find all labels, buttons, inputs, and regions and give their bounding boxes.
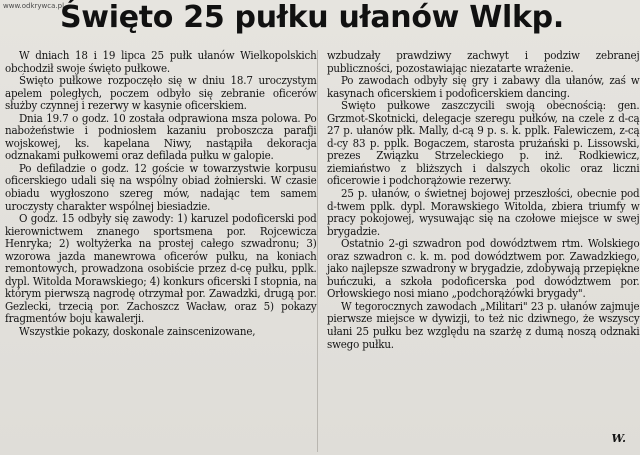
left-column <box>5 50 317 339</box>
watermark: www.odkrywca.pl <box>3 2 65 10</box>
paragraph: Po zawodach odbyły się gry i zabawy dla ułanów, zaś w kasynach oficerskiem i podoficerskiem dancing. <box>327 74 640 100</box>
paragraph: 25 p. ułanów, o świetnej bojowej przeszłości, obecnie pod d-twem pplk. dypl. Morawskiego Witolda, zbiera triumfy w pracy pokojowej, wysuwając się na czołowe miejsce w swej brygadzie. <box>327 187 640 238</box>
paragraph: W dniach 18 i 19 lipca 25 pułk ułanów Wielkopolskich obchodził swoje święto pułkowe. <box>5 49 317 75</box>
paragraph: wzbudzały prawdziwy zachwyt i podziw zebranej publiczności, pozostawiając niezatarte wrażenie. <box>327 49 640 75</box>
paragraph: Dnia 19.7 o godz. 10 została odprawiona msza polowa. Po nabożeństwie i podniosłem kazaniu proboszcza parafji wojskowej, ks. kapelana Niwy, nastąpiła dekoracja odznakami pułkowemi oraz defilada pułku w galopie. <box>5 111 317 163</box>
paragraph: Święto pułkowe rozpoczęło się w dniu 18.7 uroczystym apelem poległych, poczem odbyło się zebranie oficerów służby czynnej i rezerwy w kasynie oficerskiem. <box>5 74 317 113</box>
paragraph: O godz. 15 odbyły się zawody: 1) karuzel podoficerski pod kierownictwem znanego sportsmena por. Rojcewicza Henryka; 2) woltyżerka na prostej całego szwadronu; 3) wzorowa jazda manewrowa oficerów pułku, na koniach remontowych, prowadzona osobiście przez d-cę pułku, pplk. dypl. Witolda Morawskiego; 4) konkurs oficerski I stopnia, na którym pierwszą nagrodę otrzymał por. Zawadzki, drugą por. Gezlecki, trzecią por. Zachoszcz Wacław, oraz 5) pokazy fragmentów boju kawalerji. <box>5 212 317 326</box>
paragraph: Po defiladzie o godz. 12 goście w towarzystwie korpusu oficerskiego udali się na wspólny obiad żołnierski. W czasie obiadu wygłoszono szereg mów, nadając tem samem uroczysty charakter wspólnej biesiadzie. <box>5 161 317 213</box>
author-signature: W. <box>611 432 626 445</box>
paragraph: Święto pułkowe zaszczycili swoją obecnością: gen. Grzmot-Skotnicki, delegacje szeregu pułków, na czele z d-cą 27 p. ułanów płk. Mally, d-cą 9 p. s. k. pplk. Falewiczem, z-cą d-cy 83 p. pplk. Bogaczem, starosta prużański p. Lissowski, prezes Związku Strzeleckiego p. inż. Rodkiewicz, ziemiaństwo z bliższych i dalszych okolic oraz liczni oficerowie i podchorążowie rezerwy. <box>327 99 640 188</box>
right-column <box>327 50 639 351</box>
paragraph: W tegorocznych zawodach „Militari" 23 p. ułanów zajmuje pierwsze miejsce w dywizji, to też nic dziwnego, że wszyscy ułani 25 pułku bez względu na szarżę z dumą noszą odznaki swego pułku. <box>327 299 640 351</box>
paragraph: Ostatnio 2-gi szwadron pod dowództwem rtm. Wolskiego oraz szwadron c. k. m. pod dowództwem por. Zawadzkiego, jako najlepsze szwadrony w brygadzie, zdobywają przepiękne buńczuki, a szkoła podoficerska pod dowództwem por. Orłowskiego nosi miano „podchorążówki brygady". <box>327 237 640 301</box>
paragraph: Wszystkie pokazy, doskonale zainscenizowane, <box>18 325 256 339</box>
headline: Święto 25 pułku ułanów Wlkp. <box>60 0 564 35</box>
column-divider <box>317 50 318 452</box>
